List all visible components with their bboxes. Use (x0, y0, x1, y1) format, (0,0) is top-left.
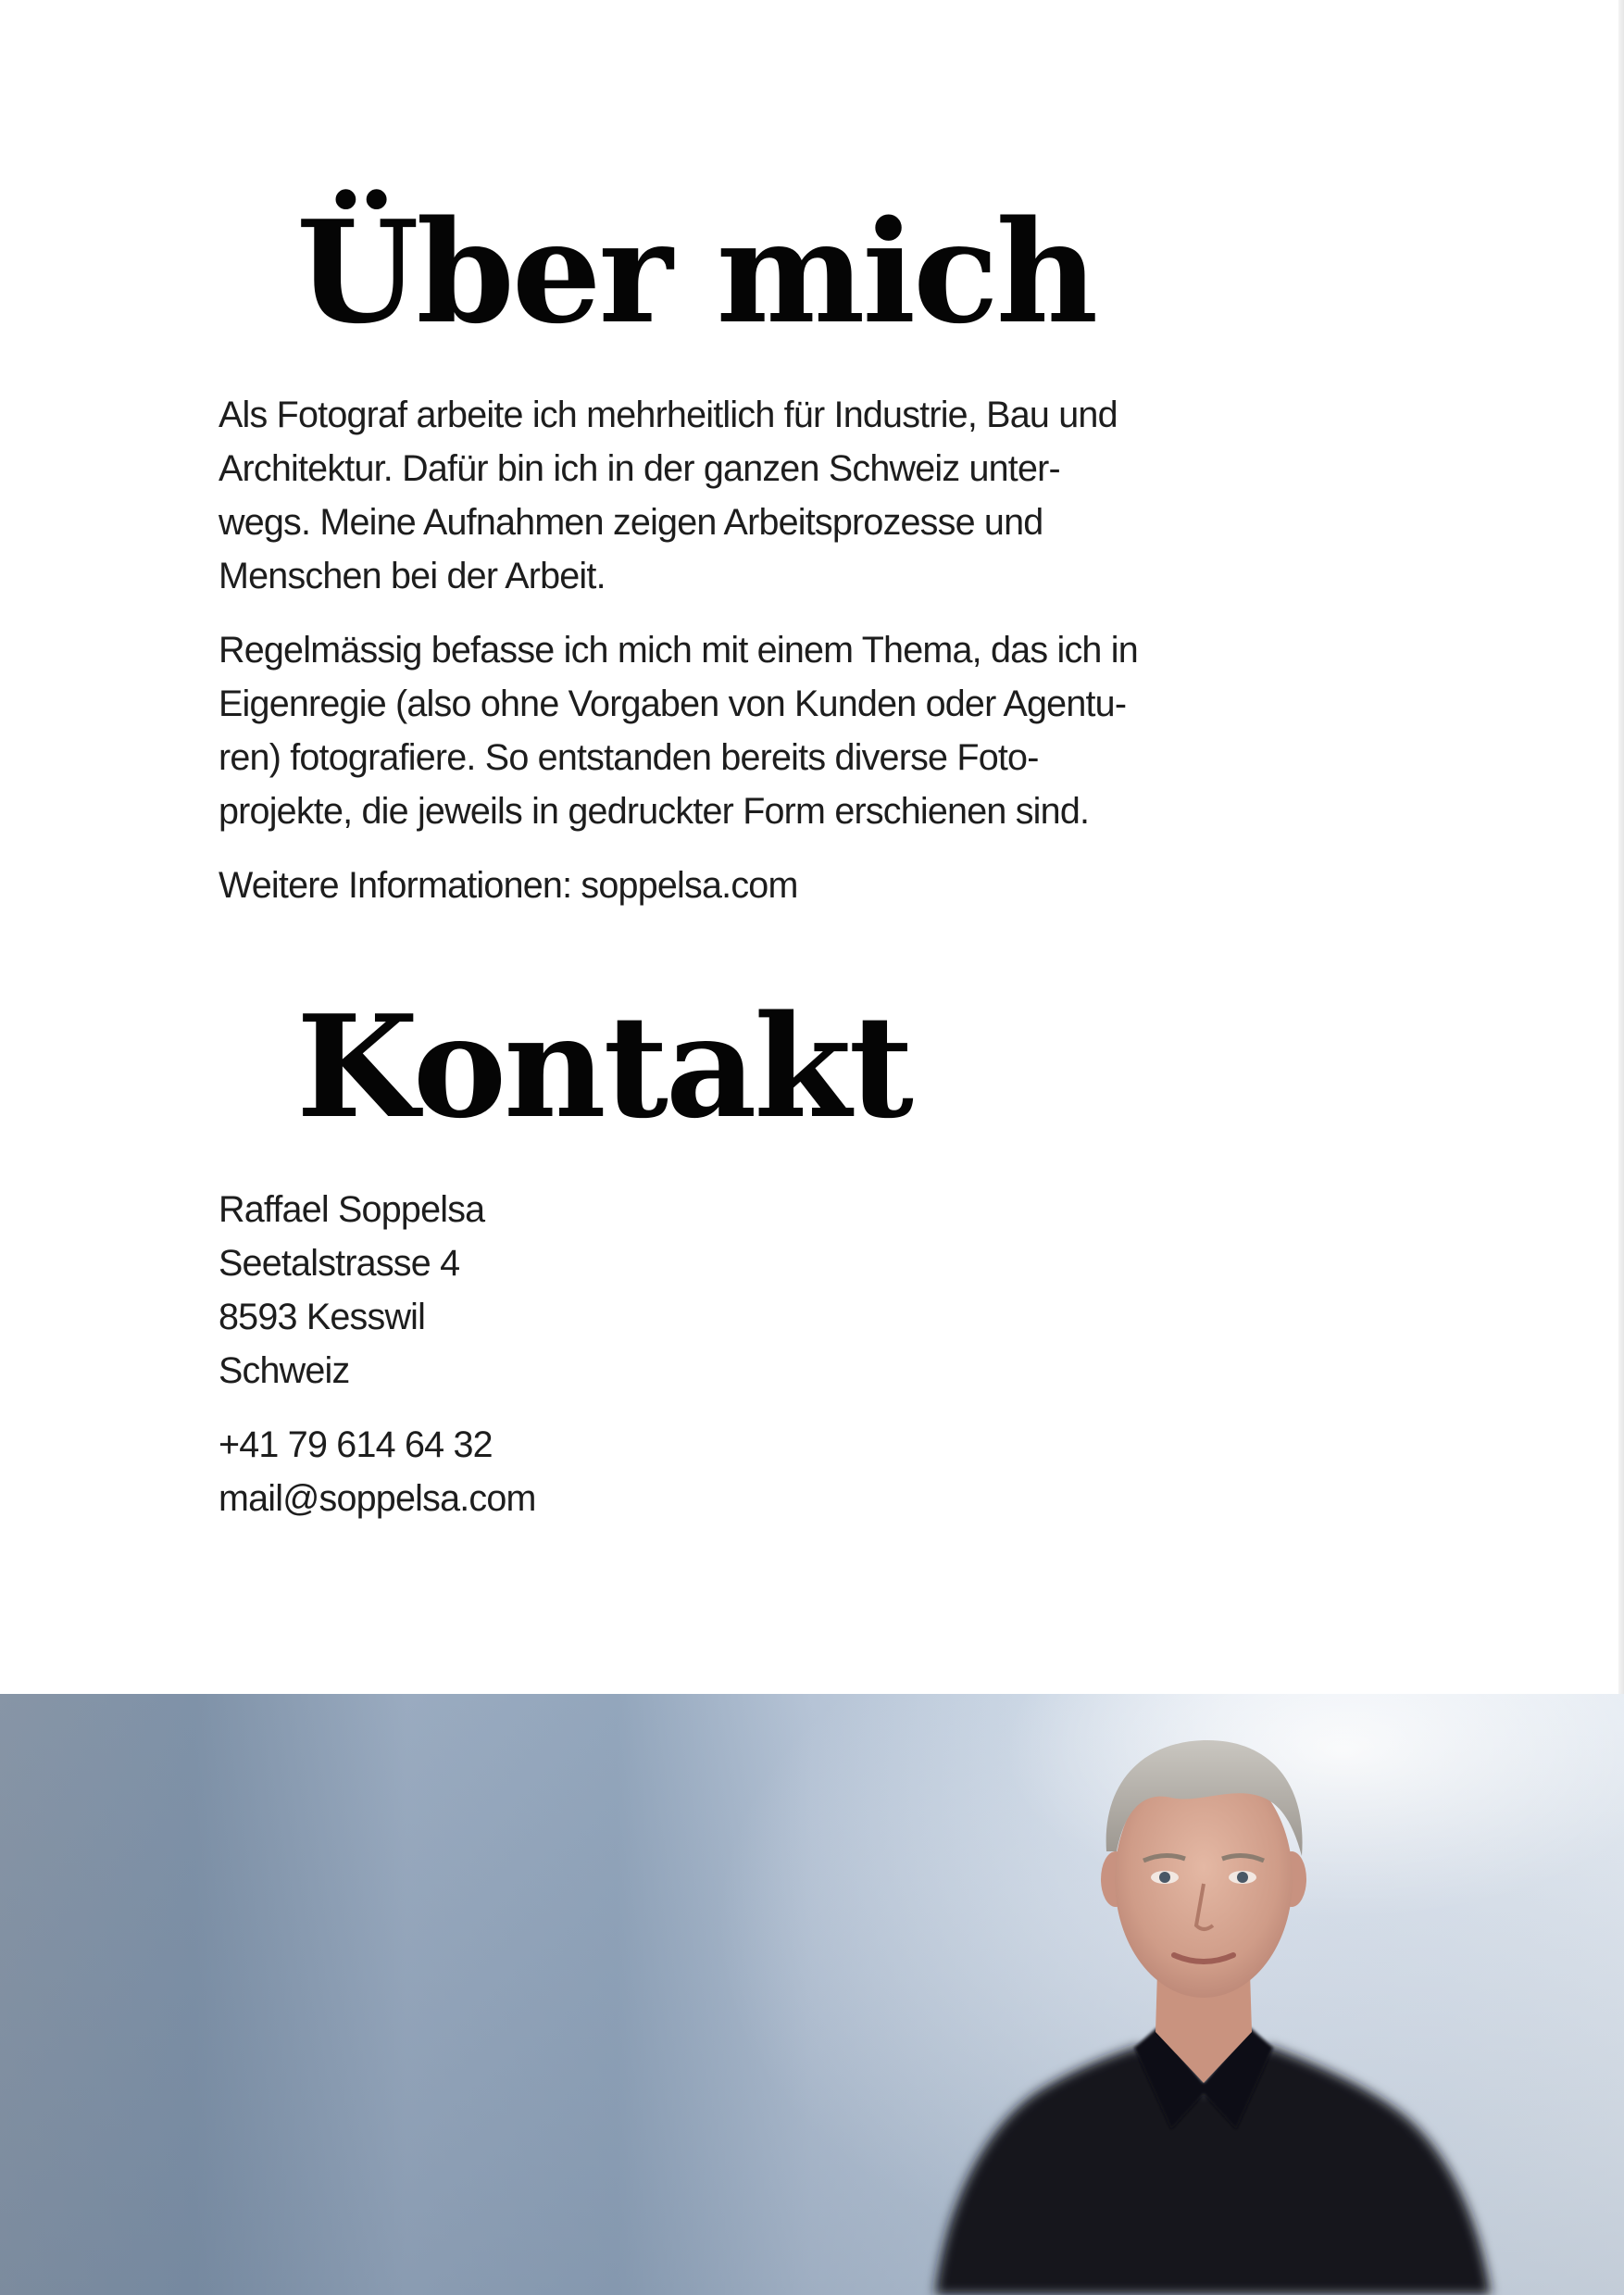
about-heading: Über mich (296, 189, 1096, 355)
portrait-photo (0, 1694, 1624, 2295)
person-illustration (0, 1694, 1624, 2295)
about-paragraph-1 (219, 388, 1181, 603)
contact-name: Raffael Soppelsa (219, 1189, 485, 1230)
contact-phone: +41 79 614 64 32 (219, 1424, 493, 1465)
text-line: Als Fotograf arbeite ich mehrheitlich für Industrie, Bau und (219, 395, 1118, 435)
contact-country: Schweiz (219, 1350, 350, 1391)
about-paragraph-2 (219, 623, 1181, 838)
contact-street: Seetalstrasse 4 (219, 1243, 460, 1284)
contact-text (219, 1183, 1181, 1546)
contact-heading: Kontakt (296, 984, 911, 1149)
page-edge (1618, 0, 1624, 1695)
text-line: Regelmässig befasse ich mich mit einem Thema, das ich in (219, 630, 1138, 671)
text-line: Architektur. Dafür bin ich in der ganzen Schweiz unter- (219, 448, 1060, 489)
website-info: Weitere Informationen: soppelsa.com (219, 865, 798, 906)
contact-details (219, 1418, 1181, 1525)
text-line: wegs. Meine Aufnahmen zeigen Arbeitsprozesse und (219, 502, 1043, 543)
text-line: Eigenregie (also ohne Vorgaben von Kunden oder Agentu- (219, 683, 1127, 724)
text-line: ren) fotografiere. So entstanden bereits diverse Foto- (219, 737, 1039, 778)
text-line: projekte, die jeweils in gedruckter Form erschienen sind. (219, 791, 1090, 832)
text-line: Menschen bei der Arbeit. (219, 556, 606, 596)
contact-city: 8593 Kesswil (219, 1297, 426, 1337)
about-paragraph-3 (219, 859, 1181, 912)
contact-email: mail@soppelsa.com (219, 1478, 536, 1519)
contact-address (219, 1183, 1181, 1398)
about-text (219, 388, 1181, 933)
